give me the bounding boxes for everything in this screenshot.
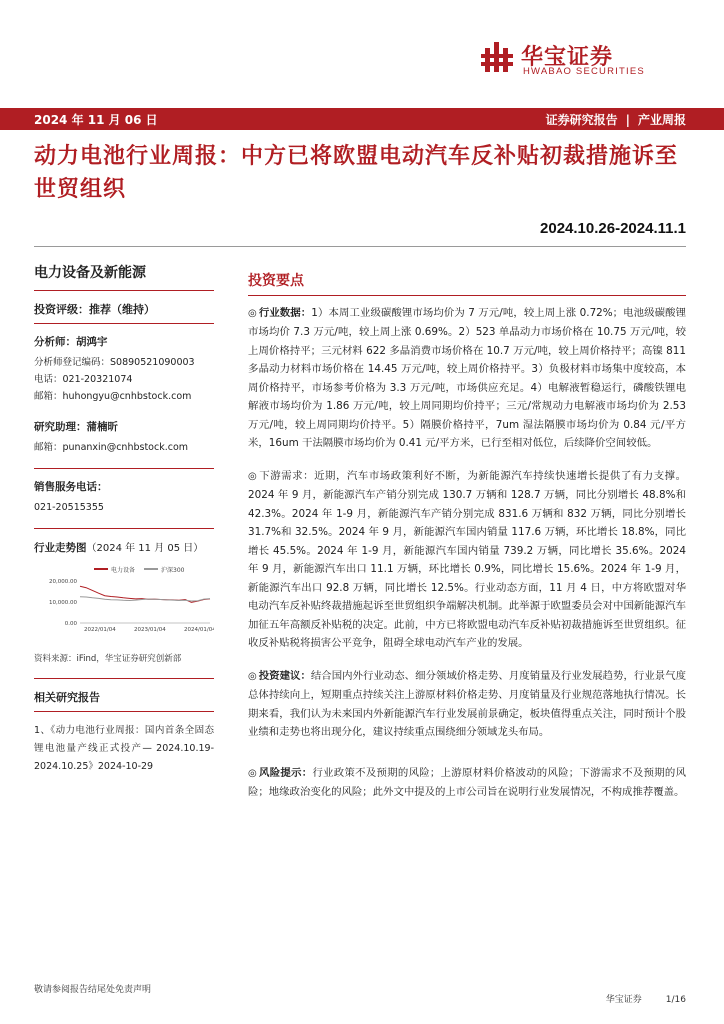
analyst-cert: 分析师登记编码：S0890521090003: [34, 357, 195, 368]
investment-advice-paragraph: [248, 667, 686, 742]
assistant-name: 研究助理：蒲楠昕: [34, 421, 118, 433]
related-reports-title: 相关研究报告: [34, 691, 100, 704]
y-tick-label: 20,000.00: [49, 579, 77, 585]
risk-text: 行业政策不及预期的风险；上游原材料价格波动的风险；下游需求不及预期的风险；地缘政治变化的风险；此外文中提及的上市公司旨在说明行业发展情况，不构成推荐覆盖。: [248, 766, 687, 798]
series-line: [80, 597, 210, 601]
analyst-name: 分析师：胡鸿宇: [34, 336, 108, 348]
industry-data-lead: 行业数据：: [258, 306, 312, 319]
footer-company: 华宝证券: [605, 995, 642, 1005]
page-number: 1/16: [665, 995, 686, 1005]
y-tick-label: 0.00: [64, 621, 77, 627]
risk-paragraph: [248, 764, 686, 802]
x-tick-label: 2024/01/04: [184, 627, 214, 633]
report-type-label: 证券研究报告: [545, 113, 618, 127]
series-line: [80, 586, 210, 602]
downstream-text: 下游需求：近期，汽车市场政策利好不断，为新能源汽车持续快速增长提供了有力支撑。2024 年 9 月，新能源汽车产销分别完成 130.7 万辆和 128.7 万辆，同比分别增长 48.8%和 42.3%。2024 年 1-9 月，新能源汽车产销分别完成 831.6 万辆和 832 万辆，同比分别增长 31.7%和 32.5%。2024 年 9 月，新能源汽车国内销量 117.6 万辆，环比增长 18.8%，同比增长 45.5%。2024 年 1-9 月，新能源汽车国内销量 739.2 万辆，同比增长 35.6%。2024 年 9 月，新能源汽车出口 11.1 万辆，环比增长 0.9%，同比增长 15.6%。2024 年 1-9 月，新能源汽车出口 92.8 万辆，同比增长 12.5%。行业动态方面，11 月 4 日，中方将欧盟对华电动汽车反补贴终裁措施起诉至世贸组织争端解决机制。此举源于欧盟委员会对中国新能源汽车加征五年高额反补贴税的决定。此前，中方已将欧盟电动汽车反补贴初裁措施诉至世贸组织。征收反补贴税将损害公平竞争，阻碍全球电动汽车产业的发展。: [248, 469, 686, 649]
x-tick-label: 2023/01/04: [134, 627, 166, 633]
report-title: 动力电池行业周报：中方已将欧盟电动汽车反补贴初裁措施诉至世贸组织: [34, 144, 679, 202]
footer-right: [582, 992, 686, 1005]
report-type: [546, 111, 686, 128]
analyst-email[interactable]: 邮箱：huhongyu@cnhbstock.com: [34, 391, 192, 402]
trend-chart-title: [34, 539, 214, 555]
key-points: [248, 272, 686, 816]
risk-lead: 风险提示：: [258, 766, 313, 779]
section-heading: 投资要点: [248, 273, 304, 289]
sales-label: 销售服务电话：: [34, 481, 108, 493]
section-divider: [248, 295, 686, 296]
sector-name: 电力设备及新能源: [34, 265, 146, 281]
bullet-icon: ◎: [248, 470, 257, 482]
sales-phone: 021-20515355: [34, 502, 104, 513]
sidebar-divider: [34, 711, 214, 712]
y-tick-label: 10,000.00: [49, 600, 77, 606]
downstream-paragraph: [248, 467, 686, 653]
trend-title-date: （2024 年 11 月 05 日）: [86, 543, 204, 554]
assistant-email[interactable]: 邮箱：punanxin@cnhbstock.com: [34, 442, 189, 453]
bullet-icon: ◎: [248, 767, 257, 779]
chart-source: 资料来源：iFind，华宝证券研究创新部: [34, 654, 182, 664]
hwabao-logo-icon: [481, 40, 517, 76]
logo-text-en: HWABAO SECURITIES: [523, 66, 645, 77]
investment-advice-text: 结合国内外行业动态、细分领域价格走势、月度销量及行业发展趋势，行业景气度总体持续向上，短期重点持续关注上游原材料价格走势、月度销量及行业规范落地执行情况。长期来看，我们认为未来国内外新能源汽车行业发展前景确定，板块值得重点关注，同时预计个股业绩和走势也将出现分化，建议持续重点围绕细分领域龙头布局。: [248, 669, 687, 738]
legend-label: 电力设备: [111, 567, 136, 574]
trend-chart: [34, 563, 214, 643]
x-tick-label: 2022/01/04: [84, 627, 116, 633]
bullet-icon: ◎: [248, 670, 257, 682]
trend-title-label: 行业走势图: [34, 542, 87, 554]
investment-advice-lead: 投资建议：: [258, 669, 311, 682]
report-period: 2024.10.26-2024.11.1: [540, 220, 686, 237]
bullet-icon: ◎: [248, 307, 257, 319]
related-report-link[interactable]: 1、《动力电池行业周报：国内首条全固态锂电池量产线正式投产— 2024.10.19-2024.10.25》2024-10-29: [34, 725, 214, 772]
divider: [34, 246, 686, 247]
disclaimer-note: 敬请参阅报告结尾处免责声明: [34, 985, 152, 995]
logo-text-cn: 华宝证券: [521, 45, 614, 70]
separator: |: [625, 113, 630, 127]
sidebar: [34, 262, 214, 776]
report-subtype-label: 产业周报: [637, 113, 686, 127]
sidebar-divider: [34, 528, 214, 529]
sidebar-divider: [34, 678, 214, 679]
analyst-phone: 电话：021-20321074: [34, 374, 133, 385]
investment-rating: 投资评级：推荐（维持）: [34, 303, 155, 316]
industry-data-paragraph: [248, 304, 686, 453]
sidebar-divider: [34, 468, 214, 469]
sidebar-divider: [34, 290, 214, 291]
report-date: 2024 年 11 月 06 日: [34, 113, 158, 127]
industry-data-text: 1）本周工业级碳酸锂市场均价为 7 万元/吨，较上周上涨 0.72%；电池级碳酸锂市场均价 7.3 万元/吨，较上周上涨 0.69%。2）523 单晶动力市场价格在 10.75 万元/吨，较上周价格持平；三元材料 622 多晶消费市场价格在 10.7 万元/吨，较上周价格持平；高镍 811 多晶动力材料市场价格在 14.45 万元/吨，较上周价格持平。3）负极材料市场集中度较高，本周价格持平，市场参考价格为 3.3 万元/吨，市场供应充足。4）电解液暂稳运行，磷酸铁锂电解液市场均价为 1.86 万元/吨，较上周同期均价持平；三元/常规动力电解液市场均价为 2.53 万元/吨，较上周同期均价持平。5）隔膜价格持平，7um 湿法隔膜市场均价为 0.84 元/平方米，16um 干法隔膜市场均价为 0.41 元/平方米，已行至相对低位，后续降价空间较低。: [248, 306, 686, 449]
sidebar-divider: [34, 323, 214, 324]
legend-label: 沪深300: [161, 567, 185, 574]
